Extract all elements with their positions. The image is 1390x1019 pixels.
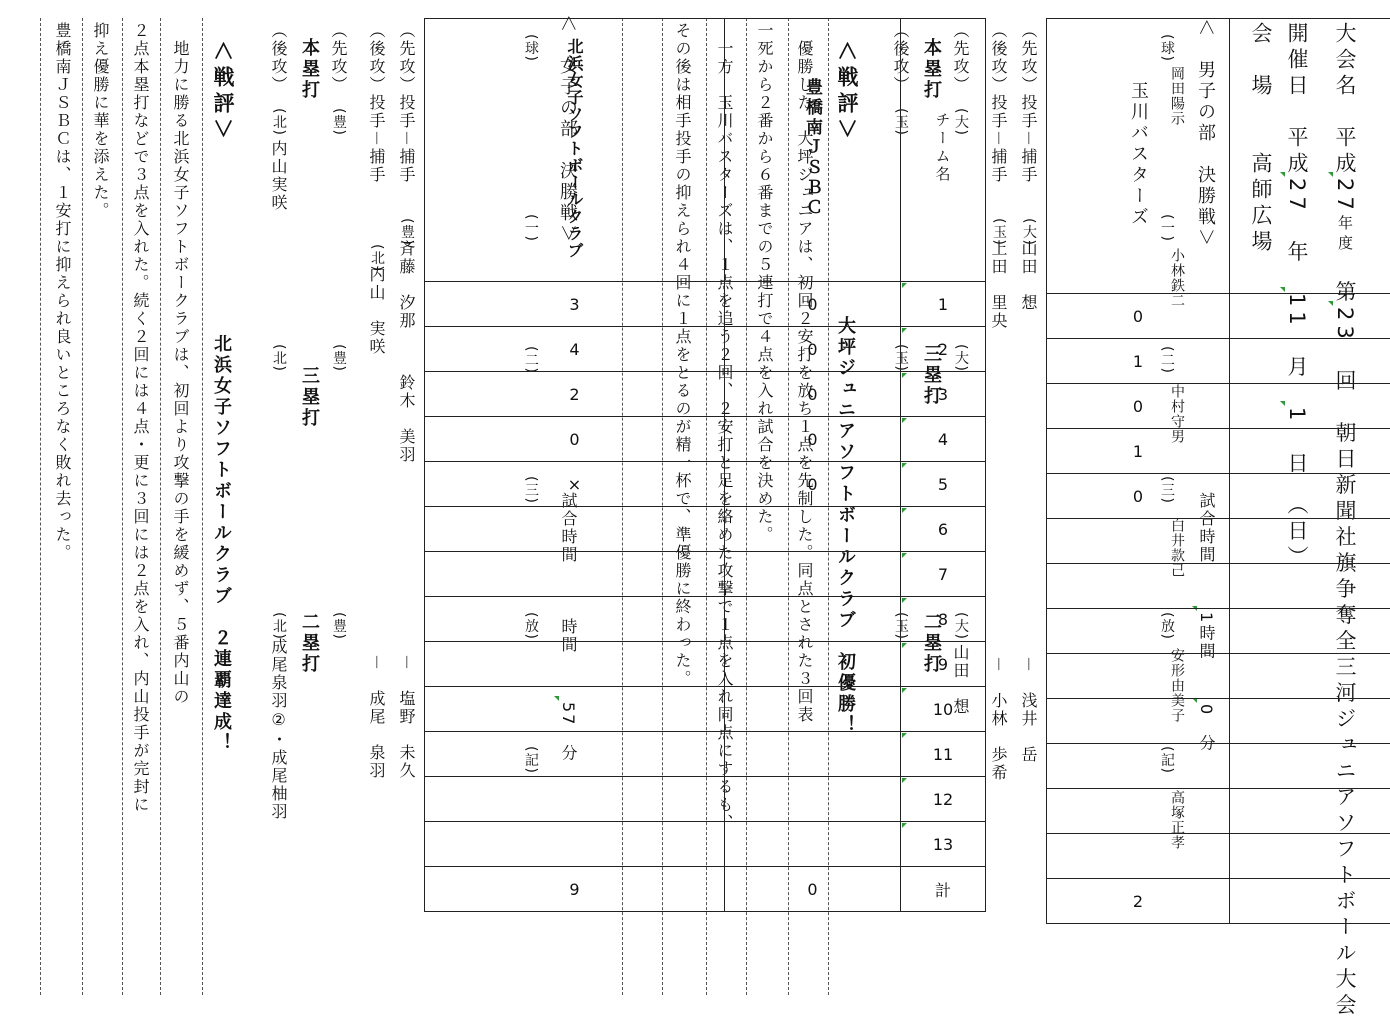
girls-hits-first: （先攻） xyxy=(330,22,346,94)
girls-battery-first: （先攻）投手－捕手 xyxy=(398,22,414,184)
run-cell xyxy=(1230,339,1390,384)
run-cell xyxy=(425,507,725,552)
run-cell xyxy=(1230,609,1390,654)
umpire-name: 中村守男 xyxy=(1169,384,1185,444)
girls-team-header: チーム名 xyxy=(933,112,954,184)
run-cell xyxy=(425,552,725,597)
run-cell xyxy=(1047,699,1230,744)
boys-hits-second: （後攻） xyxy=(892,22,908,94)
umpire-name: 高塚正孝 xyxy=(1169,790,1185,850)
girls-team-name: 北浜女子ソフトボールクラブ xyxy=(563,38,586,259)
run-cell xyxy=(1230,474,1390,519)
pitcher-name: 内山 実咲 xyxy=(368,266,384,356)
inning-cell: 3 xyxy=(901,372,986,417)
run-cell: 4 xyxy=(425,327,725,372)
catcher-name: － 成尾 泉羽 xyxy=(368,654,384,780)
review-line: 地力に勝る北浜女子ソフトボークラブは、初回より攻撃の手を緩めず、５番内山の xyxy=(172,40,188,706)
inning-cell: 11 xyxy=(901,732,986,777)
inning-cell: 1 xyxy=(901,282,986,327)
run-cell xyxy=(1230,654,1390,699)
run-cell xyxy=(725,822,901,867)
double-hitter: 成尾泉羽②・成尾柚羽 xyxy=(270,638,286,821)
boys-battery-first: （先攻）投手－捕手 xyxy=(1020,22,1036,184)
run-cell: 0 xyxy=(1047,294,1230,339)
run-cell xyxy=(1230,744,1390,789)
inning-cell: 5 xyxy=(901,462,986,507)
run-cell xyxy=(1230,834,1390,879)
run-cell xyxy=(1047,834,1230,879)
inning-cell: 7 xyxy=(901,552,986,597)
review-line: 優勝した 大坪ジュニアは、初回２安打を放ち１点を先制した。同点とされた３回表 xyxy=(796,40,812,724)
boys-triple-label: 三塁打 xyxy=(922,344,940,407)
hr-hitter: 内山実咲 xyxy=(270,140,286,212)
run-cell xyxy=(1230,429,1390,474)
girls-double-label: 二塁打 xyxy=(300,612,318,675)
run-cell xyxy=(725,642,901,687)
run-cell: 0 xyxy=(725,417,901,462)
divider xyxy=(40,18,41,995)
run-cell: 0 xyxy=(725,372,901,417)
boys-hits-first: （先攻） xyxy=(952,22,968,94)
review-line: 豊橋南ＪＳＢＣは、１安打に抑えられ良いところなく敗れ去った。 xyxy=(54,22,70,562)
girls-team-name: 豊橋南ＪＳＢＣ xyxy=(800,78,825,218)
review-line: その後は相手投手の抑えられ４回に１点をとるのが精一杯で、準優勝に終わった。 xyxy=(674,22,690,688)
inning-cell: 9 xyxy=(901,642,986,687)
tournament-label: 大会名 xyxy=(1333,22,1357,100)
run-cell xyxy=(1047,564,1230,609)
run-cell: 2 xyxy=(425,372,725,417)
run-cell: 0 xyxy=(725,327,901,372)
run-cell xyxy=(425,822,725,867)
run-cell xyxy=(425,597,725,642)
run-cell: 0 xyxy=(425,417,725,462)
run-cell: 0 xyxy=(1047,474,1230,519)
boys-game-time-label: 試合時間 xyxy=(1198,492,1214,564)
inning-cell: 6 xyxy=(901,507,986,552)
run-cell xyxy=(1230,699,1390,744)
inning-cell: 2 xyxy=(901,327,986,372)
run-cell xyxy=(425,642,725,687)
boys-umpires: (球) 岡田陽示 (一) 小林鉄二 (二) 中村守男 (三) 白井款己 (放) 安形由美子 (記) 高塚正孝 xyxy=(1160,34,1190,914)
boys-double-label: 二塁打 xyxy=(922,612,940,675)
divider xyxy=(202,18,203,995)
total-cell xyxy=(1230,879,1390,924)
run-cell xyxy=(1047,654,1230,699)
boys-game-time-min: 0 分 xyxy=(1198,704,1214,752)
girls-heading: ＜ 女子の部 決勝戦＞ xyxy=(558,14,576,245)
pitcher-name: 上田 里央 xyxy=(990,240,1006,330)
run-cell xyxy=(1230,384,1390,429)
tournament-name: 朝日新聞社旗争奪全三河ジュニアソフトボール大会 xyxy=(1333,421,1357,1019)
run-cell xyxy=(1047,744,1230,789)
run-cell xyxy=(425,777,725,822)
girls-scoreboard xyxy=(424,18,986,912)
total-label: 計 xyxy=(901,867,986,912)
double-hitter: 山田 想 xyxy=(952,644,968,716)
umpire-name: 岡田陽示 xyxy=(1169,66,1185,126)
girls-hr-label: 本塁打 xyxy=(300,38,318,101)
boys-battery-second: （後攻）投手－捕手 xyxy=(990,22,1006,184)
pitcher-name: 山田 想 xyxy=(1020,240,1036,312)
run-cell: 0 xyxy=(1047,384,1230,429)
run-cell xyxy=(725,552,901,597)
girls-review-heading: ＜戦評＞ xyxy=(212,40,233,144)
boys-team-name: 玉川バスターズ xyxy=(1125,81,1151,228)
run-cell: 3 xyxy=(425,282,725,327)
run-cell xyxy=(425,732,725,777)
catcher-name: － 浅井 岳 xyxy=(1020,656,1036,764)
total-cell: 0 xyxy=(725,867,901,912)
run-cell xyxy=(1047,519,1230,564)
inning-cell: 4 xyxy=(901,417,986,462)
inning-cell: 12 xyxy=(901,777,986,822)
boys-review-title: 大坪ジュニアソフトボールクラブ 初優勝！ xyxy=(836,316,854,736)
girls-game-time-label: 試合時間 xyxy=(560,492,576,564)
catcher-name: － 塩野 未久 xyxy=(398,654,414,780)
date-label: 開催日 xyxy=(1285,22,1309,100)
divider xyxy=(160,18,161,995)
umpire-name: 白井款己 xyxy=(1169,518,1185,578)
run-cell xyxy=(725,597,901,642)
total-cell: 2 xyxy=(1047,879,1230,924)
total-cell: 9 xyxy=(425,867,725,912)
pitcher-name: 鈴木 美羽 xyxy=(398,374,414,464)
venue-name: 高師広場 xyxy=(1249,152,1273,256)
run-cell xyxy=(1047,609,1230,654)
catcher-name: － 小林 歩希 xyxy=(990,656,1006,782)
boys-review-heading: ＜戦評＞ xyxy=(836,40,857,144)
umpire-name: 小林鉄二 xyxy=(1169,248,1185,308)
boys-heading: ＜ 男子の部 決勝戦＞ xyxy=(1196,18,1214,249)
girls-umpires: (球) (一) (二) (三) (放) (記) xyxy=(524,34,554,914)
pitcher-name: 斉藤 汐那 xyxy=(398,240,414,330)
boys-hr-label: 本塁打 xyxy=(922,38,940,101)
run-cell xyxy=(725,732,901,777)
run-cell xyxy=(425,687,725,732)
umpire-name: 安形由美子 xyxy=(1169,648,1185,723)
run-cell xyxy=(725,687,901,732)
review-line: 一死から２番から６番までの５連打で４点を入れ試合を決めた。 xyxy=(756,22,772,544)
girls-game-time: 57 分 xyxy=(560,702,576,762)
girls-hits-second: （後攻） xyxy=(270,22,286,94)
inning-cell: 8 xyxy=(901,597,986,642)
run-cell: 0 xyxy=(725,282,901,327)
review-line: ２点本塁打などで３点を入れた。続く２回には４点・更に３回には２点を入れ、内山投手が完封に xyxy=(132,22,148,814)
run-cell xyxy=(725,507,901,552)
boys-game-time: 1時間 xyxy=(1198,612,1214,660)
girls-review-title: 北浜女子ソフトボールクラブ ２連覇達成！ xyxy=(212,334,230,754)
girls-battery-second: （後攻）投手－捕手 xyxy=(368,22,384,184)
page: 大会名 平成27年度 第23 回 朝日新聞社旗争奪全三河ジュニアソフトボール大会 開催日 平成27 年 11 月 1 日 （日） 会 場 高師広場 ＜ 男子の部 決勝戦＞ (球) 岡田陽示 (一) 小林鉄二 (二) 中村守男 (三) 白井款己 (放) 安形由美子 (記) 高塚正孝 試合時間 1時間 0 分 玉川バスターズ 0 1 0 1 0 2 （先攻）投手－捕手 (大) 山田 想 － 浅井 岳 （後攻）投手－捕手 (玉) 上田 里央 － 小林 歩希 （先攻） (大) (大) (大) 山田 想 本塁打 三塁打 二塁打 （後攻） (玉) (玉) (玉) ＜戦評＞ 大坪ジュニアソフトボールクラブ 初優勝！ 優勝した 大坪ジュニアは、初回２安打を放ち１点を先制した。同点とされた３回表 一死から２番から６番までの５連打で４点を入れ試合を決めた。 一方 玉川バスターズは、１点を追う２回、２安打と足を絡めた攻撃で１点を入れ同点にするも、 その後は相手投手の抑えられ４回に１点をとるのが精一杯で、準優勝に終わった。 ＜ 女子の部 決勝戦＞ (球) (一) (二) (三) (放) (記) 試合時間 時間 57 分 北浜女子ソフトボールクラブ 豊橋南ＪＳＢＣ チーム名 3 0 1 4 0 2 2 0 3 0 0 4 × 0 5 6 7 8 9 10 11 12 13 9 0 計 （先攻）投手－捕手 (豊) 斉藤 汐那 鈴木 美羽 － 塩野 未久 （後攻）投手－捕手 (北) 内山 実咲 － 成尾 泉羽 （先攻） (豊) (豊) (豊) 本塁打 三塁打 二塁打 （後攻） (北) 内山実咲 (北) (北) 成尾泉羽②・成尾柚羽 ＜戦評＞ 北浜女子ソフトボールクラブ ２連覇達成！ 地力に勝る北浜女子ソフトボークラブは、初回より攻撃の手を緩めず、５番内山の ２点本塁打などで３点を入れた。続く２回には４点・更に３回には２点を入れ、内山投手が完封に 抑え優勝に華を添えた。 豊橋南ＪＳＢＣは、１安打に抑えられ良いところなく敗れ去った。 xyxy=(0,0,1390,999)
run-cell xyxy=(725,777,901,822)
run-cell xyxy=(1047,789,1230,834)
boys-scoreboard xyxy=(1046,18,1390,924)
divider xyxy=(122,18,123,995)
run-cell: 1 xyxy=(1047,429,1230,474)
inning-cell: 13 xyxy=(901,822,986,867)
divider xyxy=(82,18,83,995)
run-cell xyxy=(1230,519,1390,564)
run-cell xyxy=(1230,789,1390,834)
run-cell: × xyxy=(425,462,725,507)
run-cell: 1 xyxy=(1047,339,1230,384)
review-line: 抑え優勝に華を添えた。 xyxy=(92,22,108,220)
girls-triple-label: 三塁打 xyxy=(300,366,318,429)
run-cell xyxy=(1230,294,1390,339)
venue-label: 会 場 xyxy=(1249,22,1273,100)
run-cell: 0 xyxy=(725,462,901,507)
date-line: 開催日 平成27 年 11 月 1 日 （日） xyxy=(1286,22,1307,571)
tournament-line: 大会名 平成27年度 第23 回 朝日新聞社旗争奪全三河ジュニアソフトボール大会 xyxy=(1334,22,1355,1019)
inning-cell: 10 xyxy=(901,687,986,732)
run-cell xyxy=(1230,564,1390,609)
review-line: 一方 玉川バスターズは、１点を追う２回、２安打と足を絡めた攻撃で１点を入れ同点にするも、 xyxy=(716,40,732,832)
